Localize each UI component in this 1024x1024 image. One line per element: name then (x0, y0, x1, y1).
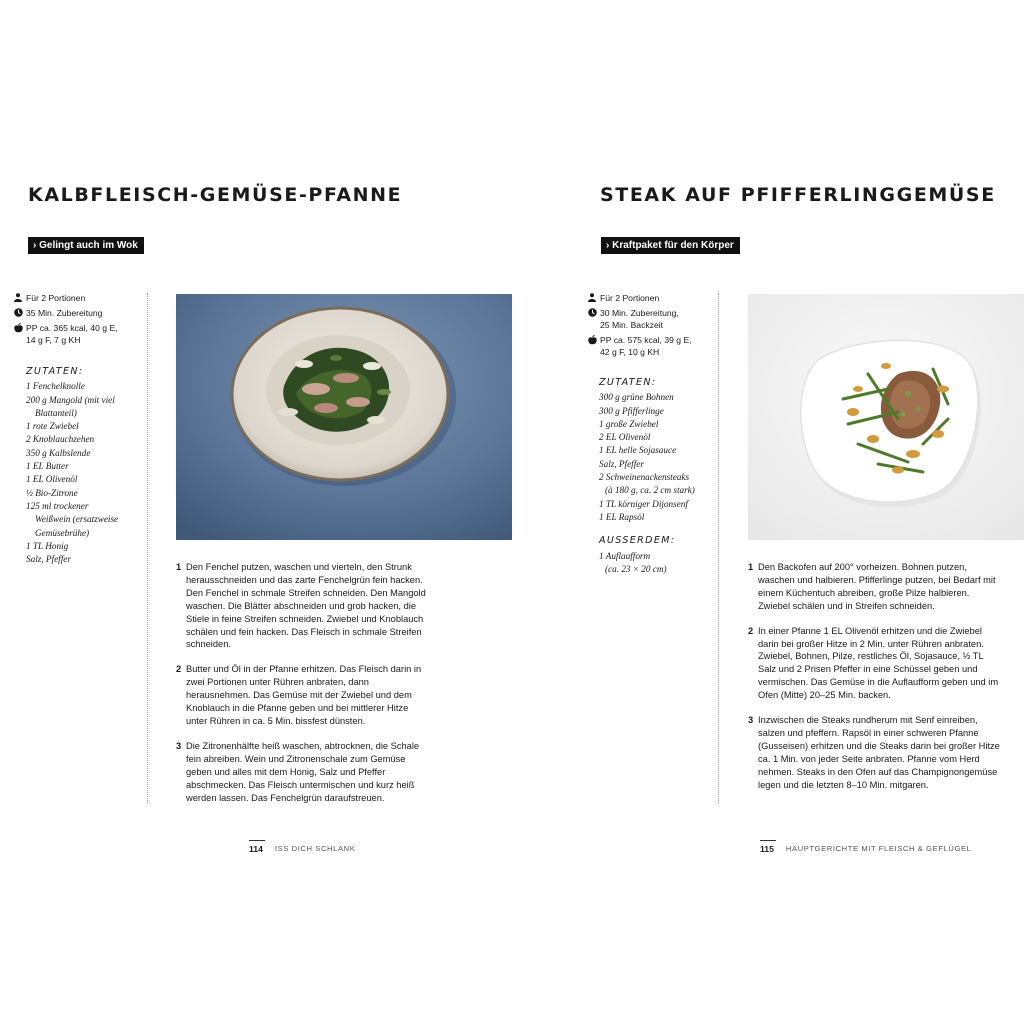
ingredient-item: Salz, Pfeffer (599, 458, 644, 469)
extras-list (599, 550, 727, 577)
step-text: Die Zitronenhälfte heiß waschen, abtrocknen, die Schale fein abreiben. Wein und Zitronenschale zum Gemüse geben und alles mit dem Honig, Salz und Pfeffer abschmecken. Das Fleisch untermischen und kurz heiß werden lassen. Das Fenchelgrün daraufstreuen. (186, 740, 420, 803)
step-item (176, 740, 431, 805)
instructions (176, 561, 431, 816)
recipe-tag: › Gelingt auch im Wok (28, 237, 144, 254)
step-number: 1 (748, 562, 754, 572)
ingredient-item: 1 Fenchelknolle (26, 381, 85, 392)
ingredient-item: 200 g Mangold (mit viel (26, 394, 115, 405)
recipe-tag: › Kraftpaket für den Körper (601, 237, 740, 254)
ingredient-item: Gemüsebrühe) (35, 527, 90, 538)
ingredient-item: 1 rote Zwiebel (26, 421, 79, 432)
ingredient-item: 1 EL helle Sojasauce (599, 445, 677, 456)
ingredient-item: 2 EL Olivenöl (599, 432, 651, 443)
recipe-title: KALBFLEISCH-GEMÜSE-PFANNE (28, 184, 403, 206)
ingredients-block (599, 376, 727, 576)
ingredient-item: Weißwein (ersatzweise (35, 514, 119, 525)
ingredient-item: 1 TL körniger Dijonsenf (599, 498, 688, 509)
dish-photo-steak (748, 294, 1024, 540)
running-head: HAUPTGERICHTE MIT FLEISCH & GEFLÜGEL (785, 844, 972, 853)
ingredient-item: ½ Bio-Zitrone (26, 487, 78, 498)
step-text: Butter und Öl in der Pfanne erhitzen. Das Fleisch darin in zwei Portionen unter Rühren anbraten, dann herausnehmen. Das Gemüse mit der Zwiebel und dem Knoblauch in die Pfanne geben und bei mittlerer Hitze unter Rühren in ca. 5 Min. bissfest dünsten. (186, 664, 422, 726)
time-row (14, 307, 139, 319)
nutrition-row (14, 322, 139, 346)
step-item (176, 663, 431, 728)
recipe-meta (14, 292, 139, 349)
step-item (748, 625, 1000, 702)
portions-row (588, 292, 713, 304)
ingredient-item: Blattanteil) (35, 407, 77, 418)
time-text: 30 Min. Zubereitung, 25 Min. Backzeit (600, 308, 679, 330)
ingredient-item: 2 Schweinenackensteaks (599, 472, 690, 483)
step-number: 3 (176, 740, 182, 751)
step-item (748, 714, 1000, 791)
step-number: 1 (176, 562, 182, 572)
step-number: 3 (748, 715, 754, 726)
ingredient-item: (à 180 g, ca. 2 cm stark) (605, 485, 695, 496)
ingredient-item: 2 Knoblauchzehen (26, 434, 95, 445)
time-text: 35 Min. Zubereitung (26, 308, 103, 318)
right-page (512, 0, 1024, 1024)
step-number: 2 (176, 664, 182, 675)
ingredients-block (26, 365, 148, 566)
portions-text: Für 2 Portionen (600, 293, 660, 303)
ingredient-item: 1 EL Olivenöl (26, 474, 78, 485)
page-number: 114 (249, 840, 263, 854)
ingredient-item: 1 TL Honig (26, 540, 69, 551)
column-divider (147, 293, 148, 803)
extra-item: (ca. 23 × 20 cm) (605, 563, 667, 574)
person-icon (14, 292, 26, 302)
ingredients-list (599, 391, 727, 524)
clock-icon (14, 307, 26, 317)
dish-photo-veal-pan (176, 294, 512, 540)
portions-text: Für 2 Portionen (26, 293, 86, 303)
extra-item: 1 Auflaufform (599, 550, 651, 561)
ingredient-item: Salz, Pfeffer (26, 554, 71, 565)
recipe-meta (588, 292, 713, 361)
extras-heading: AUSSERDEM: (599, 535, 676, 547)
ingredient-item: 350 g Kalbslende (26, 447, 91, 458)
page-number: 115 (760, 840, 774, 854)
page-footer (760, 840, 971, 854)
step-text: Den Backofen auf 200° vorheizen. Bohnen putzen, waschen und halbieren. Pfifferlinge putzen, bei Bedarf mit einem Küchentuch abreiben, große Pilze halbieren. Zwiebel schälen und in Streifen schneiden. (758, 562, 996, 611)
ingredients-list (26, 380, 148, 566)
ingredient-item: 300 g grüne Bohnen (599, 392, 674, 403)
step-text: Den Fenchel putzen, waschen und vierteln, den Strunk herausschneiden und das zarte Fenchelgrün fein hacken. Den Fenchel in schmale Streifen schneiden. Den Mangold waschen. Die Blätter abschneiden und grob hacken, die Stiele in feine Streifen schneiden. Zwiebel und Knoblauch schälen und fein hacken. Das Fleisch in schmale Streifen schneiden. (186, 562, 426, 650)
instructions (748, 561, 1000, 804)
running-head: ISS DICH SCHLANK (274, 844, 356, 853)
time-row (588, 307, 713, 331)
ingredients-heading: ZUTATEN: (599, 377, 657, 388)
portions-row (14, 292, 139, 304)
step-item (748, 561, 1000, 613)
apple-icon (14, 322, 26, 333)
page-footer (249, 840, 355, 854)
nutrition-text: PP ca. 365 kcal, 40 g E, 14 g F, 7 g KH (26, 323, 118, 345)
step-item (176, 561, 431, 651)
ingredient-item: 1 große Zwiebel (599, 418, 659, 429)
step-number: 2 (748, 625, 754, 636)
apple-icon (588, 334, 600, 345)
ingredient-item: 300 g Pfifferlinge (599, 405, 664, 416)
nutrition-row (588, 334, 713, 358)
column-divider (718, 293, 719, 803)
ingredient-item: 1 EL Rapsöl (599, 511, 645, 522)
step-text: In einer Pfanne 1 EL Olivenöl erhitzen und die Zwiebel darin bei großer Hitze in 2 Min. unter Rühren anbraten. Zwiebel, Bohnen, Pilze, restliches Öl, Sojasauce, ½ TL Salz und 2 Prisen Pfeffer in eine Schüssel geben und vermischen. Das Gemüse in die Auflaufform geben und im Ofen (Mitte) 20–25 Min. backen. (758, 625, 999, 701)
ingredient-item: 1 EL Butter (26, 461, 69, 472)
clock-icon (588, 307, 600, 317)
ingredient-item: 125 ml trockener (26, 500, 89, 511)
person-icon (588, 292, 600, 302)
step-text: Inzwischen die Steaks rundherum mit Senf einreiben, salzen und pfeffern. Rapsöl in einer schweren Pfanne (Gusseisen) erhitzen und die Steaks darin bei großer Hitze ca. 1 Min. von jeder Seite anbraten. Pfanne vom Herd nehmen. Steaks in den Ofen auf das Champignongemüse legen und die letzten 8–10 Min. mitgaren. (758, 715, 1000, 790)
recipe-title: STEAK AUF PFIFFERLINGGEMÜSE (600, 184, 996, 206)
ingredients-heading: ZUTATEN: (26, 366, 84, 377)
nutrition-text: PP ca. 575 kcal, 39 g E, 42 g F, 10 g KH (600, 335, 692, 357)
